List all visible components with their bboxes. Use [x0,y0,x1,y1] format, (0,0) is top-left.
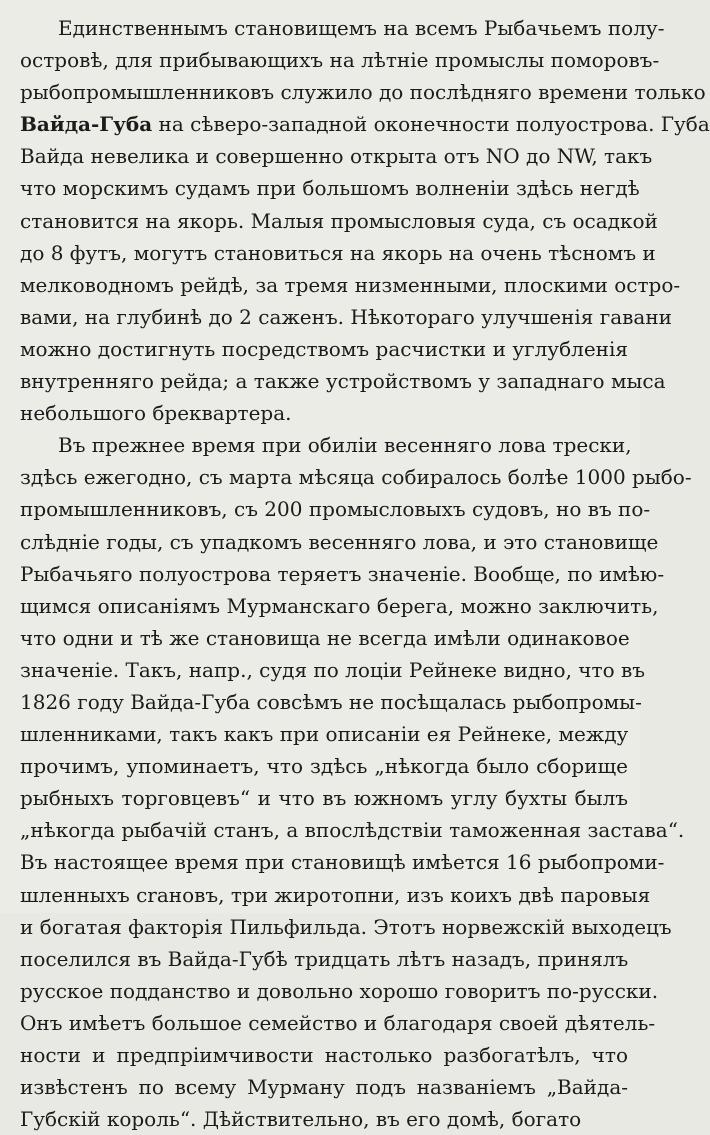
text-segment: промышленниковъ, съ 200 промысловыхъ судовъ, но въ по- [20,497,651,522]
text-segment: островѣ, для прибывающихъ на лѣтніе промыслы поморовъ- [20,48,660,73]
text-line [20,108,710,140]
text-line [20,814,685,846]
text-line [20,1039,628,1071]
text-line [20,1103,628,1135]
text-segment: шленниками, такъ какъ при описаніи ея Рейнеке, между [20,722,629,747]
text-line [20,12,665,44]
text-line [20,526,659,558]
text-segment: что одни и тѣ же становища не всегда имѣли одинаковое [20,625,630,650]
text-segment: внутренняго рейда; а также устройствомъ у западнаго мыса [20,369,666,394]
text-line [20,558,665,590]
text-segment: здѣсь ежегодно, съ марта мѣсяца собиралось болѣе 1000 рыбо- [20,465,692,490]
paragraph [20,429,692,1135]
text-line [20,1071,628,1103]
text-line [20,301,672,333]
text-segment: и богатая факторія Пильфильда. Этотъ норвежскій выходецъ [20,914,672,939]
text-line [20,590,659,622]
text-segment: Вайда невелика и совершенно открыта отъ NO до NW, такъ [20,144,653,169]
text-line [20,461,692,493]
text-line [20,493,651,525]
text-segment: извѣстенъ по всему Мурману подъ названіемъ „Вайда- [20,1075,628,1100]
text-line [20,237,656,269]
text-segment: можно достигнуть посредствомъ расчистки и углубленія [20,336,628,361]
text-segment: „нѣкогда рыбачій станъ, а впослѣдствіи таможенная застава“. [20,818,685,843]
text-segment: Въ настоящее время при становищѣ имѣется 16 рыбопроми- [20,850,665,875]
text-line [20,718,628,750]
text-line [20,782,628,814]
text-line [20,333,628,365]
text-line [20,975,659,1007]
text-line [20,1007,656,1039]
text-segment: на сѣверо-западной оконечности полуострова. Губа [152,112,710,137]
text-segment: мелководномъ рейдѣ, за тремя низменными, плоскими остро- [20,272,681,297]
text-segment: шленныхъ craновъ, три жиротопни, изъ коихъ двѣ паровыя [20,882,651,907]
paragraph [20,12,710,429]
text-segment: ности и предпріимчивости настолько разбогатѣлъ, что [20,1043,628,1067]
text-line [20,44,660,76]
text-line [20,879,651,911]
text-line [20,365,666,397]
text-segment: русское подданство и довольно хорошо говоритъ по-русски. [20,978,659,1003]
text-line [20,76,706,108]
text-segment: рыбопромышленниковъ служило до послѣдняго времени только [20,80,706,105]
text-line [20,654,645,686]
text-segment: значеніе. Такъ, напр., судя по лоціи Рейнеке видно, что въ [20,657,645,682]
text-line [20,622,628,654]
text-line [20,397,628,429]
text-line [20,846,665,878]
text-segment: Онъ имѣетъ большое семейство и благодаря своей дѣятель- [20,1010,656,1035]
text-segment: прочимъ, упоминаетъ, что здѣсь „нѣкогда было сборище [20,754,628,779]
text-segment: до 8 футъ, могутъ становиться на якорь на очень тѣсномъ и [20,240,656,265]
document-text [20,12,710,1135]
text-segment: становится на якорь. Малыя промысловыя суда, съ осадкой [20,208,658,233]
text-segment: Губскій король“. Дѣйствительно, въ его домѣ, богато [20,1107,582,1132]
text-line [20,172,640,204]
text-segment: слѣдніе годы, съ упадкомъ весенняго лова, и это становище [20,529,659,554]
text-segment: Единственнымъ становищемъ на всемъ Рыбачьемъ полу- [58,16,665,40]
text-segment: Въ прежнее время при обиліи весенняго лова трески, [58,433,632,458]
text-line [20,750,628,782]
text-line [20,429,632,461]
text-line [20,911,672,943]
text-segment: вами, на глубинѣ до 2 саженъ. Нѣкотораго улучшенія гавани [20,304,672,329]
text-line [20,205,658,237]
text-segment: 1826 году Вайда-Губа совсѣмъ не посѣщалась рыбопромы- [20,689,642,714]
text-segment: небольшого бреквартера. [20,401,292,426]
text-segment: поселился въ Вайда-Губѣ тридцать лѣтъ назадъ, принялъ [20,946,629,971]
text-segment: что морскимъ судамъ при большомъ волненіи здѣсь негдѣ [20,176,640,201]
text-segment: Рыбачьяго полуострова теряетъ значеніе. Вообще, по имѣю- [20,561,665,586]
text-line [20,943,628,975]
text-segment: щимся описаніямъ Мурманскаго берега, можно заключить, [20,593,659,618]
place-name-bold: Вайда-Губа [20,112,153,137]
text-line [20,686,642,718]
text-line [20,140,653,172]
text-line [20,269,681,301]
text-segment: рыбныхъ торговцевъ“ и что въ южномъ углу бухты былъ [20,786,628,811]
